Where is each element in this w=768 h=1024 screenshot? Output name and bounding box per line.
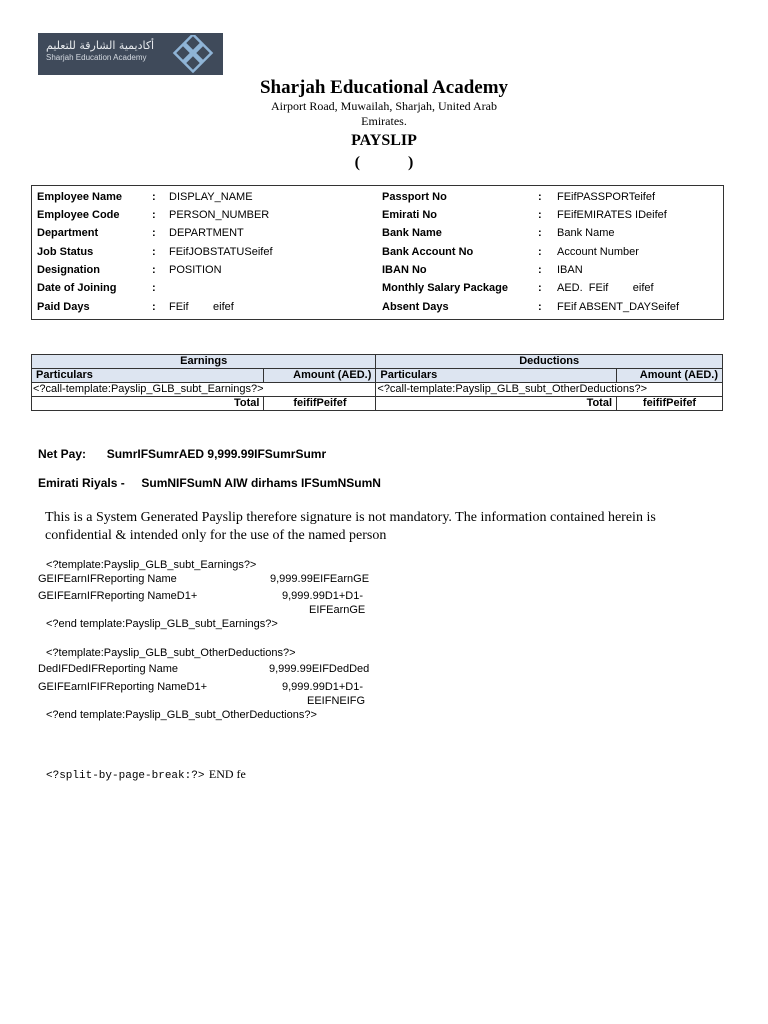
school-address [0, 99, 768, 129]
payslip-title: PAYSLIP [351, 132, 417, 149]
info-label: Department [37, 227, 99, 239]
info-separator: : [152, 191, 156, 203]
deductions-title: Deductions [376, 355, 723, 369]
info-value: FEif ABSENT_DAYSeifef [557, 301, 680, 313]
info-value: FEifJOBSTATUSeifef [169, 246, 273, 258]
earnings-template-row1-value: 9,999.99EIFEarnGE [270, 573, 370, 585]
info-label: Employee Code [37, 209, 120, 221]
address-line-2: Emirates. [361, 114, 407, 128]
info-label: Date of Joining [37, 282, 117, 294]
table-header-row [32, 369, 723, 383]
deductions-template-row2-name: GEIFEarnIFIFReporting NameD1+ [38, 681, 208, 693]
info-separator: : [152, 209, 156, 221]
info-separator: : [152, 246, 156, 258]
academy-logo [38, 33, 223, 75]
deductions-total-label: Total [376, 397, 617, 411]
employee-info-box [31, 185, 724, 320]
earnings-total-label: Total [32, 397, 264, 411]
info-label: Employee Name [37, 191, 122, 203]
net-pay-label: Net Pay: [38, 447, 87, 461]
info-label: Paid Days [37, 301, 90, 313]
info-value: DEPARTMENT [169, 227, 244, 239]
riyals-value: SumNIFSumN AIW dirhams IFSumNSumN [141, 476, 381, 490]
info-value: FEif eifef [169, 301, 234, 313]
info-label: Passport No [382, 191, 447, 203]
net-pay-value: SumrIFSumrAED 9,999.99IFSumrSumr [106, 447, 327, 461]
info-separator: : [538, 301, 542, 313]
info-value: PERSON_NUMBER [169, 209, 270, 221]
info-value: Account Number [557, 246, 639, 258]
earnings-template-row2-name: GEIFEarnIFReporting NameD1+ [38, 590, 198, 602]
earnings-template-row2-value1: 9,999.99D1+D1- [282, 590, 364, 602]
earnings-title: Earnings [32, 355, 376, 369]
earnings-particulars-header: Particulars [32, 369, 264, 383]
info-value: DISPLAY_NAME [169, 191, 253, 203]
deductions-template-end: <?end template:Payslip_GLB_subt_OtherDeductions?> [46, 709, 317, 721]
earnings-template-row: <?call-template:Payslip_GLB_subt_Earnings?> [32, 383, 376, 397]
deductions-template-start: <?template:Payslip_GLB_subt_OtherDeductions?> [46, 647, 296, 659]
info-label: Emirati No [382, 209, 438, 221]
net-pay-line [38, 447, 326, 461]
info-label: Bank Name [382, 227, 442, 239]
logo-emblem-icon [169, 35, 219, 73]
info-separator: : [538, 191, 542, 203]
earnings-template-row1-name: GEIFEarnIFReporting Name [38, 573, 177, 585]
info-value: FEifPASSPORTeifef [557, 191, 656, 203]
info-value: Bank Name [557, 227, 615, 239]
deductions-template-row: <?call-template:Payslip_GLB_subt_OtherDeductions?> [376, 383, 723, 397]
page-break-line [46, 765, 246, 783]
earnings-template-end: <?end template:Payslip_GLB_subt_Earnings?> [46, 618, 278, 630]
earnings-template-start: <?template:Payslip_GLB_subt_Earnings?> [46, 559, 257, 571]
logo-arabic-text: أكاديمية الشارقة للتعليم [46, 39, 155, 52]
info-value: IBAN [557, 264, 583, 276]
info-label: Bank Account No [382, 246, 474, 258]
earnings-amount-header: Amount (AED.) [264, 369, 376, 383]
info-value: AED. FEif eifef [557, 282, 654, 294]
deductions-template-row1-value: 9,999.99EIFDedDed [269, 663, 370, 675]
info-label: Monthly Salary Package [382, 282, 508, 294]
info-separator: : [538, 209, 542, 221]
info-separator: : [538, 282, 542, 294]
address-line-1: Airport Road, Muwailah, Sharjah, United Arab [271, 99, 497, 113]
deductions-particulars-header: Particulars [376, 369, 617, 383]
page-break-code: <?split-by-page-break:?> [46, 770, 205, 782]
emirati-riyals-line [38, 476, 381, 490]
info-label: IBAN No [382, 264, 427, 276]
info-separator: : [538, 227, 542, 239]
logo-english-text: Sharjah Education Academy [46, 53, 147, 62]
info-value: FEifEMIRATES IDeifef [557, 209, 667, 221]
info-value: POSITION [169, 264, 222, 276]
info-label: Designation [37, 264, 100, 276]
earnings-template-row2-value2: EIFEarnGE [309, 604, 366, 616]
info-label: Job Status [37, 246, 94, 258]
riyals-label: Emirati Riyals - [38, 476, 125, 490]
info-separator: : [538, 264, 542, 276]
info-separator: : [152, 227, 156, 239]
info-separator: : [152, 264, 156, 276]
info-separator: : [152, 282, 156, 294]
table-title-row [32, 355, 723, 369]
deductions-total-value: feififPeifef [617, 397, 723, 411]
info-separator: : [152, 301, 156, 313]
table-row [32, 383, 723, 397]
system-generated-note: This is a System Generated Payslip therefore signature is not mandatory. The information contained herein is confidential & intended only for the use of the named person [45, 510, 656, 543]
page-break-end-text: END fe [208, 767, 246, 781]
table-total-row [32, 397, 723, 411]
deductions-template-row2-value1: 9,999.99D1+D1- [282, 681, 364, 693]
deductions-template-row2-value2: EEIFNEIFG [307, 695, 366, 707]
earnings-total-value: feififPeifef [264, 397, 376, 411]
info-label: Absent Days [382, 301, 449, 313]
deductions-amount-header: Amount (AED.) [617, 369, 723, 383]
earnings-deductions-table [31, 354, 723, 411]
payslip-period: ( ) [354, 154, 414, 171]
deductions-template-row1-name: DedIFDedIFReporting Name [38, 663, 179, 675]
info-separator: : [538, 246, 542, 258]
school-name: Sharjah Educational Academy [259, 77, 509, 98]
